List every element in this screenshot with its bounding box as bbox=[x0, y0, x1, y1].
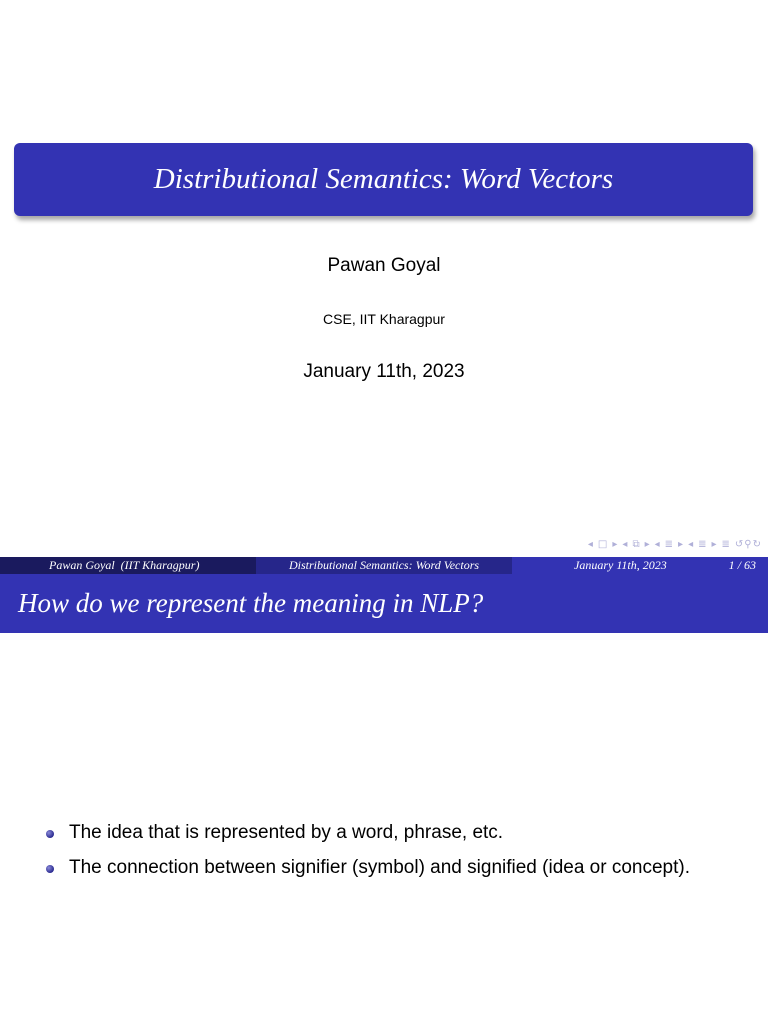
loop-search-icon[interactable]: ↺⚲↻ bbox=[734, 539, 762, 550]
slide-icon[interactable]: □ bbox=[597, 539, 609, 550]
frame-next-icon[interactable]: ▸ bbox=[644, 539, 651, 550]
frame-icon[interactable]: ⧉ bbox=[632, 539, 641, 550]
bullet-list bbox=[46, 815, 761, 885]
frame-prev-icon[interactable]: ◂ bbox=[622, 539, 629, 550]
section-next-icon[interactable]: ▸ bbox=[711, 539, 718, 550]
navigation-symbols bbox=[588, 539, 762, 550]
list-item bbox=[46, 815, 761, 850]
section-prev-icon[interactable]: ◂ bbox=[688, 539, 695, 550]
title-box bbox=[14, 143, 753, 216]
footline-date: January 11th, 2023 bbox=[574, 558, 667, 572]
frame-title-bar bbox=[0, 574, 768, 633]
bullet-text: The idea that is represented by a word, phrase, etc. bbox=[69, 821, 504, 843]
footline-title-text: Distributional Semantics: Word Vectors bbox=[288, 558, 480, 572]
presentation-date: January 11th, 2023 bbox=[303, 361, 465, 382]
presentation-title: Distributional Semantics: Word Vectors bbox=[153, 163, 614, 195]
footline-author-text: Pawan Goyal (IIT Kharagpur) bbox=[49, 558, 200, 572]
slide-prev-icon[interactable]: ◂ bbox=[587, 539, 594, 550]
footline-date-page bbox=[512, 557, 768, 574]
footline-title bbox=[256, 557, 512, 574]
bullet-text: The connection between signifier (symbol) and signified (idea or concept). bbox=[69, 856, 690, 878]
align-icon[interactable]: ≣ bbox=[721, 539, 731, 550]
section-icon[interactable]: ≣ bbox=[698, 539, 708, 550]
list-item bbox=[46, 850, 761, 885]
subsection-icon[interactable]: ≣ bbox=[664, 539, 675, 550]
footline-author bbox=[0, 557, 256, 574]
author-name: Pawan Goyal bbox=[327, 255, 441, 276]
institute: CSE, IIT Kharagpur bbox=[323, 311, 445, 327]
frame-title: How do we represent the meaning in NLP? bbox=[18, 588, 484, 618]
slide-next-icon[interactable]: ▸ bbox=[612, 539, 619, 550]
bullet-icon bbox=[46, 865, 54, 873]
page-number: 1 / 63 bbox=[728, 558, 756, 572]
subsection-prev-icon[interactable]: ◂ bbox=[654, 539, 661, 550]
footline bbox=[0, 557, 768, 574]
bullet-icon bbox=[46, 830, 54, 838]
subsection-next-icon[interactable]: ▸ bbox=[678, 539, 685, 550]
